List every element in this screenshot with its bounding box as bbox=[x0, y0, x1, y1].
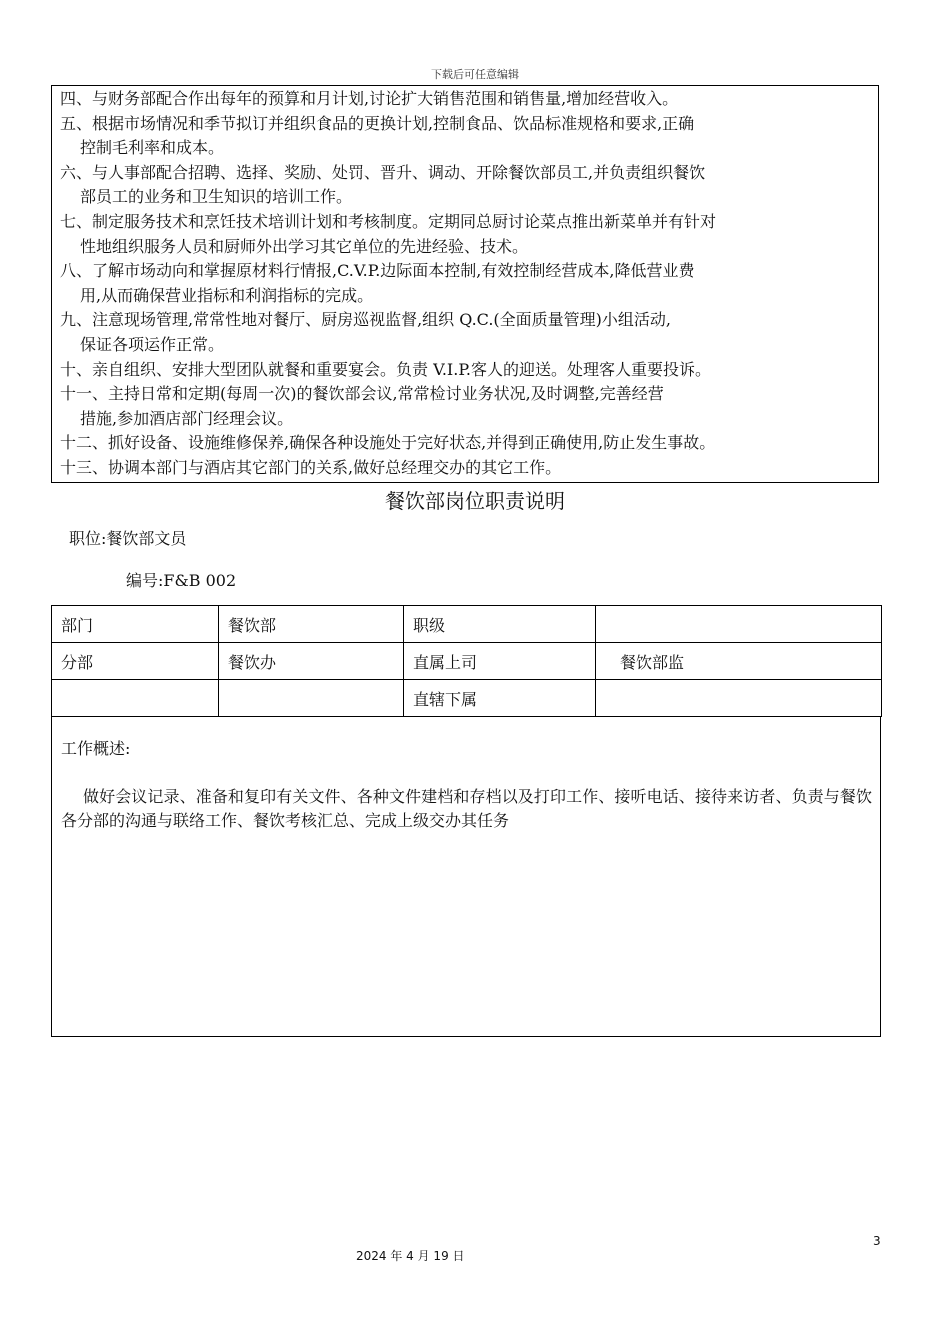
page-number: 3 bbox=[873, 1234, 881, 1248]
footer-date: 2024 年 4 月 19 日 bbox=[356, 1249, 465, 1263]
duty-line: 措施,参加酒店部门经理会议。 bbox=[80, 408, 294, 428]
duty-line: 四、与财务部配合作出每年的预算和月计划,讨论扩大销售范围和销售量,增加经营收入。 bbox=[60, 89, 679, 108]
table-cell bbox=[219, 680, 404, 717]
table-cell: 职级 bbox=[404, 606, 596, 643]
duty-line: 六、与人事部配合招聘、选择、奖励、处罚、晋升、调动、开除餐饮部员工,并负责组织餐饮 bbox=[60, 162, 706, 182]
duty-line: 控制毛利率和成本。 bbox=[80, 138, 225, 158]
table-cell: 餐饮部 bbox=[219, 606, 404, 643]
table-row bbox=[52, 643, 882, 680]
table-cell: 直辖下属 bbox=[404, 680, 596, 717]
table-cell bbox=[596, 680, 882, 717]
duty-line: 十二、抓好设备、设施维修保养,确保各种设施处于完好状态,并得到正确使用,防止发生事故。 bbox=[60, 433, 716, 453]
summary-text: 做好会议记录、准备和复印有关文件、各种文件建档和存档以及打印工作、接听电话、接待来访者、负责与餐饮各分部的沟通与联络工作、餐饮考核汇总、完成上级交办其任务 bbox=[61, 787, 872, 830]
section-title: 餐饮部岗位职责说明 bbox=[385, 489, 565, 513]
work-summary-box bbox=[51, 716, 881, 1037]
summary-label: 工作概述: bbox=[61, 739, 131, 758]
table-cell bbox=[52, 680, 219, 717]
duty-line: 性地组织服务人员和厨师外出学习其它单位的先进经验、技术。 bbox=[80, 236, 529, 256]
duty-line: 用,从而确保营业指标和利润指标的完成。 bbox=[80, 285, 374, 305]
table-cell: 餐饮部监 bbox=[596, 643, 882, 680]
duty-line: 保证各项运作正常。 bbox=[80, 334, 225, 354]
duty-line: 十、亲自组织、安排大型团队就餐和重要宴会。负责 V.I.P.客人的迎送。处理客人重要投诉。 bbox=[60, 359, 711, 379]
table-cell: 直属上司 bbox=[404, 643, 596, 680]
duty-line: 五、根据市场情况和季节拟订并组织食品的更换计划,控制食品、饮品标准规格和要求,正确 bbox=[60, 113, 695, 133]
duty-line: 十一、主持日常和定期(每周一次)的餐饮部会议,常常检讨业务状况,及时调整,完善经营 bbox=[60, 384, 664, 404]
duty-line: 八、了解市场动向和掌握原材料行情报,C.V.P.边际面本控制,有效控制经营成本,降低营业费 bbox=[60, 261, 695, 281]
number-line: 编号:F&B 002 bbox=[126, 571, 237, 590]
table-cell: 分部 bbox=[52, 643, 219, 680]
position-line: 职位:餐饮部文员 bbox=[69, 529, 187, 548]
table-cell: 餐饮办 bbox=[219, 643, 404, 680]
info-table bbox=[51, 605, 882, 717]
table-row bbox=[52, 680, 882, 717]
table-cell bbox=[596, 606, 882, 643]
table-cell: 部门 bbox=[52, 606, 219, 643]
duty-list bbox=[51, 85, 879, 483]
header-note: 下载后可任意编辑 bbox=[431, 68, 519, 81]
duty-line: 十三、协调本部门与酒店其它部门的关系,做好总经理交办的其它工作。 bbox=[60, 457, 562, 477]
duty-line: 七、制定服务技术和烹饪技术培训计划和考核制度。定期同总厨讨论菜点推出新菜单并有针对 bbox=[60, 211, 717, 231]
table-row bbox=[52, 606, 882, 643]
duty-line: 九、注意现场管理,常常性地对餐厅、厨房巡视监督,组织 Q.C.(全面质量管理)小组活动, bbox=[60, 310, 671, 330]
duty-line: 部员工的业务和卫生知识的培训工作。 bbox=[80, 187, 353, 207]
